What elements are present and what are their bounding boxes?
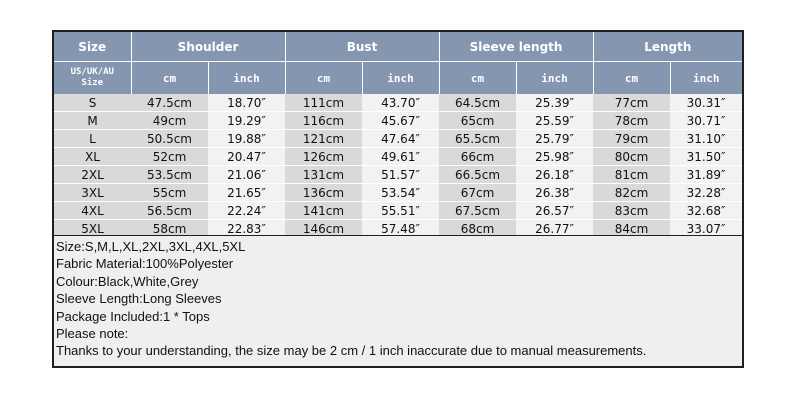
sleeve-inch-cell: 26.38″ [516,184,593,202]
header-sleeve-length: Sleeve length [439,32,593,62]
size-label [54,62,131,95]
sleeve-inch-cell: 26.77″ [516,220,593,238]
bust-inch-cell: 53.54″ [362,184,439,202]
length-cm-cell: 78cm [593,112,670,130]
bust-inch-cell: 51.57″ [362,166,439,184]
table-row [54,94,742,112]
table-row [54,202,742,220]
table-body [54,94,742,238]
shoulder-cm-cell: 56.5cm [131,202,208,220]
bust-cm-cell: 146cm [285,220,362,238]
sleeve-cm-cell: 65cm [439,112,516,130]
unit-cm: cm [593,62,670,95]
note-colour: Colour:Black,White,Grey [56,273,199,289]
shoulder-cm-cell: 55cm [131,184,208,202]
size-cell: 3XL [54,184,131,202]
length-inch-cell: 30.71″ [670,112,742,130]
shoulder-inch-cell: 20.47″ [208,148,285,166]
shoulder-inch-cell: 22.24″ [208,202,285,220]
size-cell: M [54,112,131,130]
note-fabric: Fabric Material:100%Polyester [56,256,234,272]
sleeve-cm-cell: 64.5cm [439,94,516,112]
sleeve-cm-cell: 67cm [439,184,516,202]
bust-inch-cell: 47.64″ [362,130,439,148]
shoulder-inch-cell: 18.70″ [208,94,285,112]
size-cell: 5XL [54,220,131,238]
sleeve-inch-cell: 26.18″ [516,166,593,184]
bust-cm-cell: 136cm [285,184,362,202]
shoulder-cm-cell: 52cm [131,148,208,166]
bust-cm-cell: 116cm [285,112,362,130]
size-label-text: Size [81,78,104,88]
unit-inch: inch [362,62,439,95]
note-sleeve: Sleeve Length:Long Sleeves [56,291,222,307]
length-cm-cell: 82cm [593,184,670,202]
unit-inch: inch [208,62,285,95]
sleeve-cm-cell: 67.5cm [439,202,516,220]
bust-cm-cell: 111cm [285,94,362,112]
table-row [54,166,742,184]
length-inch-cell: 31.10″ [670,130,742,148]
sleeve-inch-cell: 25.79″ [516,130,593,148]
bust-cm-cell: 121cm [285,130,362,148]
unit-cm: cm [285,62,362,95]
bust-cm-cell: 141cm [285,202,362,220]
note-sizes: Size:S,M,L,XL,2XL,3XL,4XL,5XL [56,239,246,254]
length-inch-cell: 33.07″ [670,220,742,238]
shoulder-cm-cell: 53.5cm [131,166,208,184]
size-cell: 2XL [54,166,131,184]
header-size: Size [54,32,131,62]
table-row [54,130,742,148]
note-package: Package Included:1 * Tops [56,308,210,324]
size-label-region: US/UK/AU [70,67,114,77]
sleeve-cm-cell: 66cm [439,148,516,166]
unit-cm: cm [131,62,208,95]
bust-cm-cell: 126cm [285,148,362,166]
length-cm-cell: 80cm [593,148,670,166]
bust-cm-cell: 131cm [285,166,362,184]
unit-cm: cm [439,62,516,95]
product-notes [54,235,742,366]
bust-inch-cell: 45.67″ [362,112,439,130]
shoulder-cm-cell: 58cm [131,220,208,238]
shoulder-inch-cell: 21.65″ [208,184,285,202]
shoulder-inch-cell: 19.29″ [208,112,285,130]
shoulder-inch-cell: 19.88″ [208,130,285,148]
length-cm-cell: 84cm [593,220,670,238]
length-cm-cell: 81cm [593,166,670,184]
unit-inch: inch [516,62,593,95]
note-please: Please note: [56,325,129,341]
length-cm-cell: 79cm [593,130,670,148]
table-row [54,112,742,130]
unit-row [54,62,742,95]
header-bust: Bust [285,32,439,62]
table-row [54,148,742,166]
shoulder-cm-cell: 49cm [131,112,208,130]
sleeve-inch-cell: 25.98″ [516,148,593,166]
shoulder-inch-cell: 22.83″ [208,220,285,238]
size-table [54,32,742,238]
sleeve-cm-cell: 65.5cm [439,130,516,148]
unit-inch: inch [670,62,742,95]
size-cell: XL [54,148,131,166]
length-inch-cell: 32.28″ [670,184,742,202]
sleeve-inch-cell: 25.39″ [516,94,593,112]
bust-inch-cell: 55.51″ [362,202,439,220]
bust-inch-cell: 49.61″ [362,148,439,166]
shoulder-cm-cell: 50.5cm [131,130,208,148]
shoulder-inch-cell: 21.06″ [208,166,285,184]
header-shoulder: Shoulder [131,32,285,62]
size-cell: S [54,94,131,112]
length-inch-cell: 31.50″ [670,148,742,166]
size-cell: 4XL [54,202,131,220]
length-cm-cell: 83cm [593,202,670,220]
header-length: Length [593,32,742,62]
length-inch-cell: 31.89″ [670,166,742,184]
length-cm-cell: 77cm [593,94,670,112]
sleeve-cm-cell: 66.5cm [439,166,516,184]
sleeve-inch-cell: 26.57″ [516,202,593,220]
table-row [54,184,742,202]
shoulder-cm-cell: 47.5cm [131,94,208,112]
size-chart [52,30,744,368]
sleeve-inch-cell: 25.59″ [516,112,593,130]
note-disclaimer: Thanks to your understanding, the size may be 2 cm / 1 inch inaccurate due to manual measurements. [56,343,647,359]
size-cell: L [54,130,131,148]
sleeve-cm-cell: 68cm [439,220,516,238]
header-row [54,32,742,62]
bust-inch-cell: 57.48″ [362,220,439,238]
length-inch-cell: 30.31″ [670,94,742,112]
bust-inch-cell: 43.70″ [362,94,439,112]
length-inch-cell: 32.68″ [670,202,742,220]
